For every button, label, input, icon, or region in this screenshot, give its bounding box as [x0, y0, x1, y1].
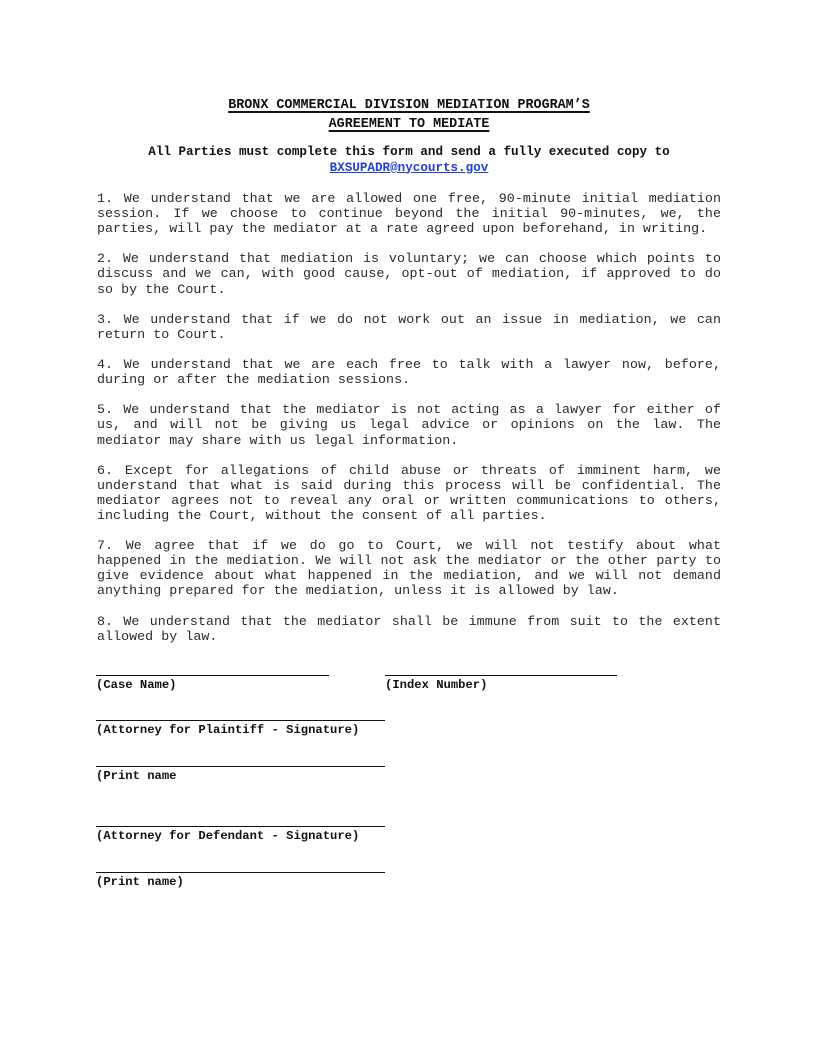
defendant-print-name-line[interactable]	[96, 872, 385, 873]
instructions-text: All Parties must complete this form and send a fully executed copy to	[148, 145, 670, 159]
defendant-signature-field[interactable]	[96, 826, 385, 843]
document-page	[97, 96, 721, 659]
case-name-field[interactable]	[96, 675, 329, 692]
clause-6: 6. Except for allegations of child abuse or threats of imminent harm, we understand that what is said during this process will be confidential. The mediator agrees not to reveal any oral or written communications to others, including the Court, without the consent of all parties.	[97, 462, 721, 523]
defendant-print-name-field[interactable]	[96, 872, 385, 889]
clause-7: 7. We agree that if we do go to Court, we will not testify about what happened in the mediation. We will not ask the mediator or the other party to give evidence about what happened in the mediation, and we will not demand anything prepared for the mediation, unless it is allowed by law.	[97, 538, 721, 599]
plaintiff-print-name-label: (Print name	[96, 769, 177, 783]
index-number-field[interactable]	[385, 675, 617, 692]
plaintiff-signature-label: (Attorney for Plaintiff - Signature)	[96, 723, 360, 737]
clause-4: 4. We understand that we are each free to talk with a lawyer now, before, during or after the mediation sessions.	[97, 357, 721, 388]
plaintiff-signature-line[interactable]	[96, 720, 385, 721]
signature-section	[96, 675, 656, 915]
title-line-1: BRONX COMMERCIAL DIVISION MEDIATION PROGRAM’S	[228, 98, 590, 113]
document-title	[97, 96, 721, 134]
submission-instructions	[97, 145, 721, 176]
clause-8: 8. We understand that the mediator shall be immune from suit to the extent allowed by law.	[97, 613, 721, 644]
case-name-line[interactable]	[96, 675, 329, 676]
email-link[interactable]: BXSUPADR@nycourts.gov	[329, 160, 489, 175]
case-name-label: (Case Name)	[96, 678, 177, 692]
clause-5: 5. We understand that the mediator is not acting as a lawyer for either of us, and will not be giving us legal advice or opinions on the law. The mediator may share with us legal information.	[97, 402, 721, 448]
index-number-line[interactable]	[385, 675, 617, 676]
clause-3: 3. We understand that if we do not work out an issue in mediation, we can return to Court.	[97, 311, 721, 342]
plaintiff-signature-field[interactable]	[96, 720, 385, 737]
defendant-signature-line[interactable]	[96, 826, 385, 827]
clause-1: 1. We understand that we are allowed one free, 90-minute initial mediation session. If we choose to continue beyond the initial 90-minutes, we, the parties, will pay the mediator at a rate agreed upon beforehand, in writing.	[97, 191, 721, 237]
defendant-signature-label: (Attorney for Defendant - Signature)	[96, 829, 360, 843]
title-line-2: AGREEMENT TO MEDIATE	[328, 117, 490, 132]
plaintiff-print-name-field[interactable]	[96, 766, 385, 783]
clause-2: 2. We understand that mediation is voluntary; we can choose which points to discuss and we can, with good cause, opt-out of mediation, if approved to do so by the Court.	[97, 251, 721, 297]
index-number-label: (Index Number)	[385, 678, 488, 692]
agreement-clauses	[97, 191, 721, 644]
defendant-print-name-label: (Print name)	[96, 875, 184, 889]
plaintiff-print-name-line[interactable]	[96, 766, 385, 767]
